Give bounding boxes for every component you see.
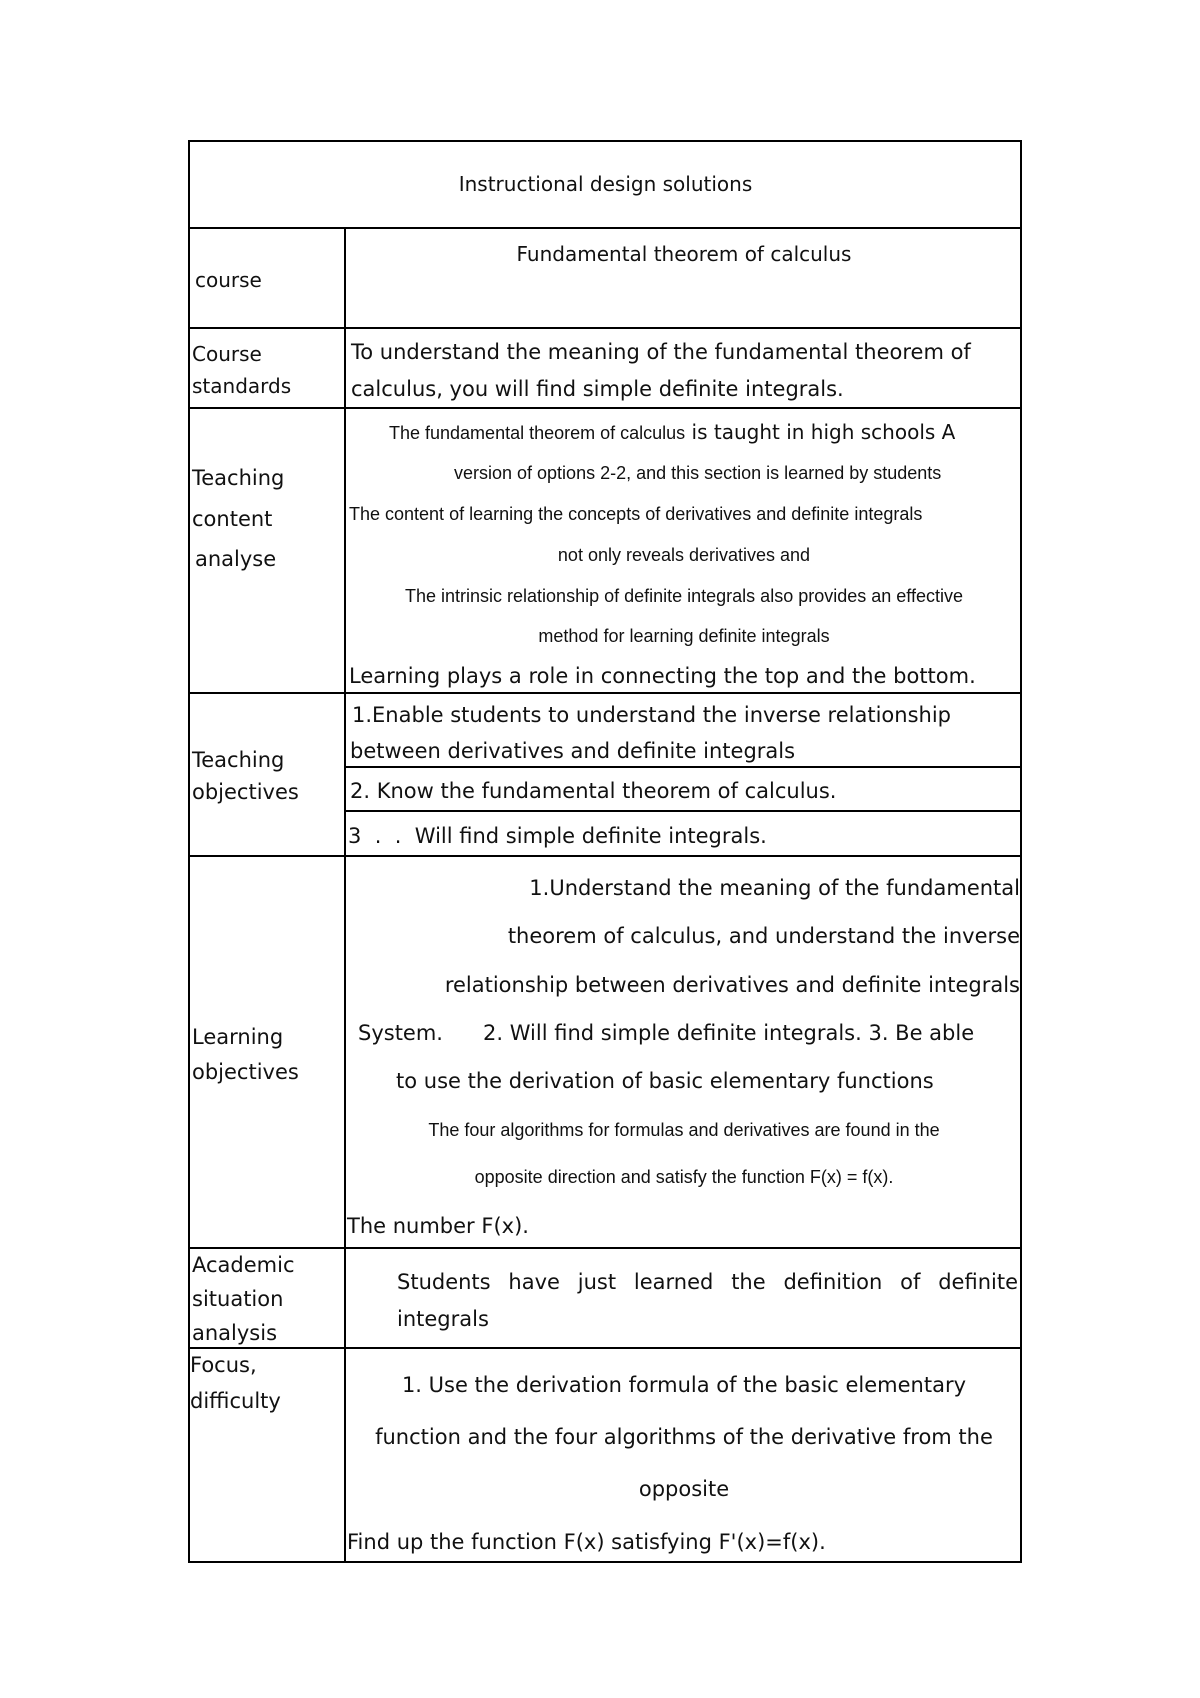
course-content: Fundamental theorem of calculus [516,242,852,266]
teaching-content-line1-part1: The fundamental theorem of calculus [389,423,686,443]
teaching-content-line3: The content of learning the concepts of derivatives and definite integrals [349,504,923,524]
learning-objectives-line4: System. 2. Will find simple definite integrals. 3. Be able [358,1021,975,1045]
teaching-objectives-label-line2: objectives [192,780,299,804]
teaching-objectives-item2: 2. Know the fundamental theorem of calculus. [350,779,837,803]
teaching-objectives-item3: 3 . . Will find simple definite integrals. [348,824,767,848]
academic-situation-label-line2: situation [192,1287,284,1311]
learning-objectives-line7: opposite direction and satisfy the function F(x) = f(x). [474,1167,894,1187]
course-label: course [195,268,262,292]
learning-objectives-line2: theorem of calculus, and understand the inverse [507,924,1020,948]
learning-objectives-line5: to use the derivation of basic elementary functions [396,1069,934,1093]
learning-objectives-label-line1: Learning [192,1025,284,1049]
teaching-content-line1-part2: is taught in high schools A [685,420,956,444]
focus-difficulty-line1: 1. Use the derivation formula of the basic elementary [401,1373,967,1397]
learning-objectives-line3: relationship between derivatives and definite integrals [444,973,1020,997]
teaching-content-label-line1: Teaching [192,466,285,490]
teaching-objectives-label-line1: Teaching [192,748,285,772]
course-standards-label-line1: Course [192,342,262,366]
focus-difficulty-line4: Find up the function F(x) satisfying F'(x)=f(x). [347,1530,826,1554]
teaching-content-label-line3: analyse [195,547,277,571]
teaching-content-line4: not only reveals derivatives and [557,545,811,565]
course-standards-content-line2: calculus, you will find simple definite integrals. [351,377,844,401]
teaching-objectives-item1-line1: 1.Enable students to understand the inverse relationship [352,703,951,727]
table-title: Instructional design solutions [458,172,753,196]
academic-situation-content-line1: Students have just learned the definition of definite [397,1270,1018,1294]
teaching-content-line6: method for learning definite integrals [538,626,830,646]
focus-difficulty-label-line2: difficulty [190,1389,281,1413]
learning-objectives-line1: 1.Understand the meaning of the fundamental [529,876,1020,900]
academic-situation-content-line2: integrals [397,1307,489,1331]
teaching-content-line7: Learning plays a role in connecting the top and the bottom. [349,664,976,688]
learning-objectives-line8: The number F(x). [347,1214,529,1238]
focus-difficulty-label-line1: Focus, [190,1353,257,1377]
teaching-content-line5: The intrinsic relationship of definite integrals also provides an effective [405,586,963,606]
academic-situation-label-line1: Academic [192,1253,295,1277]
learning-objectives-label-line2: objectives [192,1060,299,1084]
course-standards-content-line1: To understand the meaning of the fundamental theorem of [351,340,971,364]
teaching-content-line2: version of options 2-2, and this section is learned by students [454,463,942,483]
teaching-objectives-item1-line2: between derivatives and definite integrals [350,739,796,763]
teaching-content-line1 [389,420,955,444]
focus-difficulty-line2: function and the four algorithms of the derivative from the [375,1425,993,1449]
course-standards-label-line2: standards [192,374,292,398]
focus-difficulty-line3: opposite [638,1477,730,1501]
teaching-content-label-line2: content [192,507,273,531]
academic-situation-label-line3: analysis [192,1321,278,1345]
learning-objectives-line6: The four algorithms for formulas and derivatives are found in the [428,1120,940,1140]
